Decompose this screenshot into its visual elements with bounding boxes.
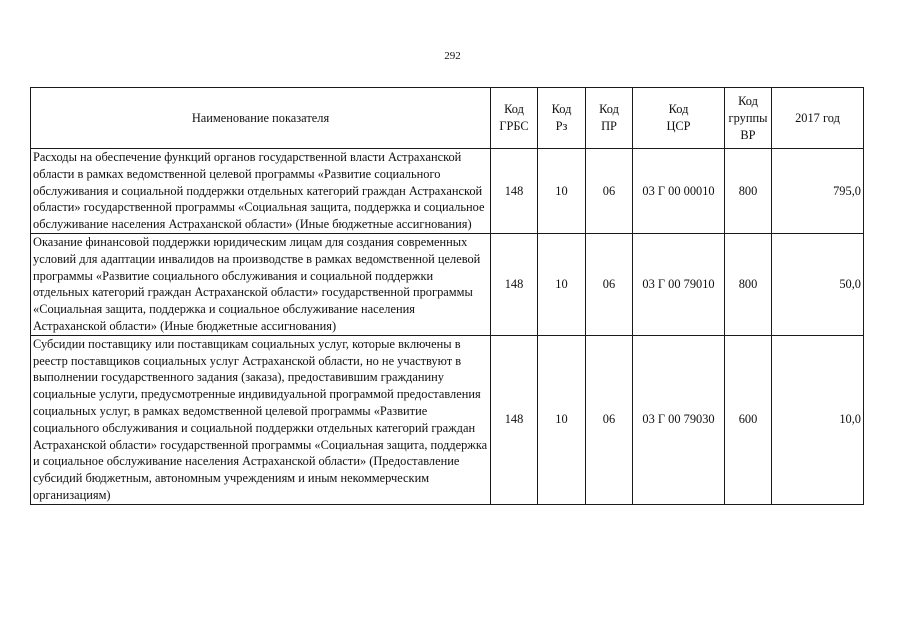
- header-csr: Код ЦСР: [633, 88, 725, 149]
- row-amount: 50,0: [772, 233, 864, 335]
- row-amount: 10,0: [772, 335, 864, 504]
- row-pr: 06: [586, 335, 633, 504]
- table-row: [31, 233, 864, 335]
- page-number: 292: [444, 50, 461, 62]
- row-csr: 03 Г 00 79030: [633, 335, 725, 504]
- table-header-row: [31, 88, 864, 149]
- row-amount: 795,0: [772, 149, 864, 234]
- header-grbs: Код ГРБС: [491, 88, 538, 149]
- header-rz: Код Рз: [538, 88, 586, 149]
- row-rz: 10: [538, 233, 586, 335]
- header-vr: Код группы ВР: [725, 88, 772, 149]
- table-row: [31, 149, 864, 234]
- row-rz: 10: [538, 149, 586, 234]
- row-grbs: 148: [491, 149, 538, 234]
- table-row: [31, 335, 864, 504]
- header-pr: Код ПР: [586, 88, 633, 149]
- row-rz: 10: [538, 335, 586, 504]
- header-name: Наименование показателя: [31, 88, 491, 149]
- row-name: Расходы на обеспечение функций органов государственной власти Астраханской области в рамках ведомственной целевой программы «Развитие социального обслуживания и социальной поддержки отдельных категорий граждан Астраханской области» государственной программы «Социальная защита, поддержка и социальное обслуживание населения Астраханской области» (Иные бюджетные ассигнования): [31, 149, 491, 234]
- row-csr: 03 Г 00 00010: [633, 149, 725, 234]
- budget-table: [30, 87, 864, 505]
- row-grbs: 148: [491, 233, 538, 335]
- row-vr: 600: [725, 335, 772, 504]
- row-pr: 06: [586, 149, 633, 234]
- header-year: 2017 год: [772, 88, 864, 149]
- row-vr: 800: [725, 233, 772, 335]
- row-grbs: 148: [491, 335, 538, 504]
- row-name: Субсидии поставщику или поставщикам социальных услуг, которые включены в реестр поставщиков социальных услуг Астраханской области, но не участвуют в выполнении государственного задания (заказа), предоставившим гражданину социальные услуги, предусмотренные индивидуальной программой предоставления социальных услуг, в рамках ведомственной целевой программы «Развитие социального обслуживания и социальной поддержки отдельных категорий граждан Астраханской области» государственной программы «Социальная защита, поддержка и социальное обслуживание населения Астраханской области» (Предоставление субсидий бюджетным, автономным учреждениям и иным некоммерческим организациям): [31, 335, 491, 504]
- row-csr: 03 Г 00 79010: [633, 233, 725, 335]
- row-name: Оказание финансовой поддержки юридическим лицам для создания современных условий для адаптации инвалидов на производстве в рамках ведомственной целевой программы «Развитие социального обслуживания и социальной поддержки отдельных категорий граждан Астраханской области» государственной программы «Социальная защита, поддержка и социальное обслуживание населения Астраханской области» (Иные бюджетные ассигнования): [31, 233, 491, 335]
- row-pr: 06: [586, 233, 633, 335]
- row-vr: 800: [725, 149, 772, 234]
